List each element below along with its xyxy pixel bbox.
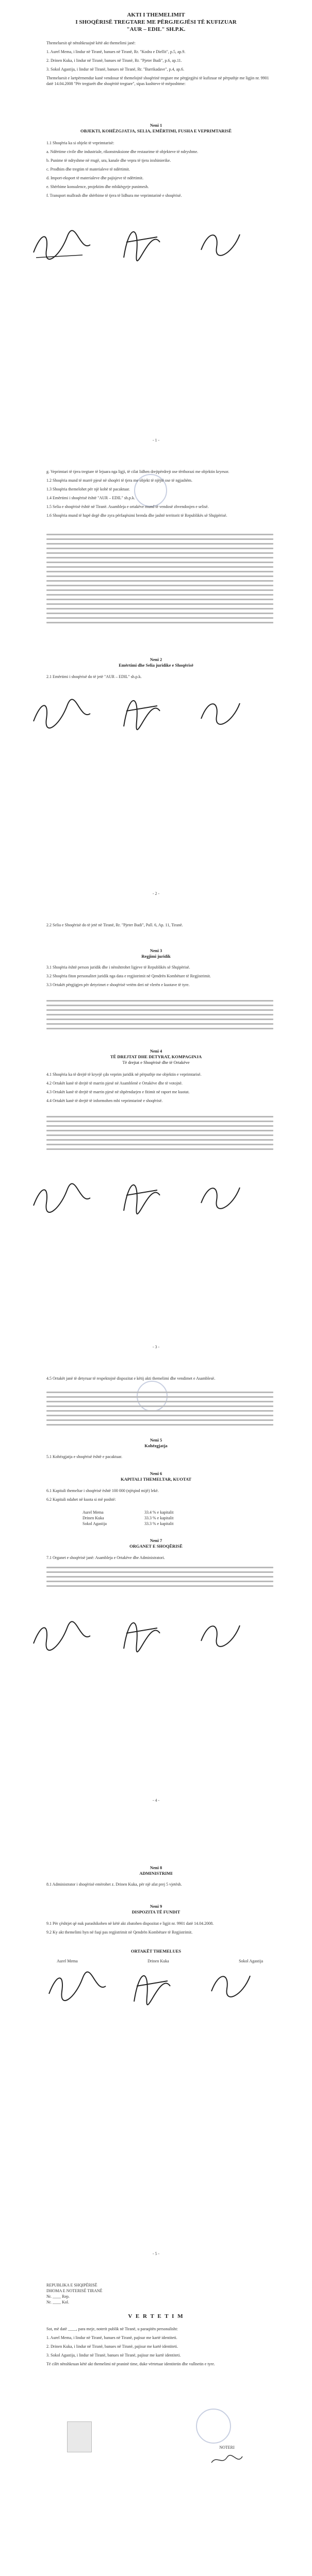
article-4-title: TË DREJTAT DHE DETYRAT, KOMPAGINJA bbox=[110, 1054, 202, 1059]
article-7-heading bbox=[0, 1538, 312, 1549]
page-2-item: 1.2 Shoqëria mund të marrë pjesë në shoqëri të tjera me objekt të njëjtë ose të ngjashëm. bbox=[46, 478, 193, 483]
page-2-item: g. Veprimtari të tjera tregtare të lejuara nga ligji, të cilat lidhen drejtpërdrejt ose tërthorazi me objektin kryesor. bbox=[46, 469, 229, 474]
page-number: - 2 - bbox=[152, 891, 160, 896]
founder-name: Sokol Agastija bbox=[239, 1959, 263, 1963]
article-4-label: Neni 4 bbox=[150, 1048, 162, 1054]
article-1-item: f. Transport mallrash dhe shërbime të tjera të lidhura me veprimtarinë e shoqërisë. bbox=[46, 193, 182, 198]
article-8-text: 8.1 Administrator i shoqërisë emërohet z. Drinen Kuka, për një afat prej 5 vjetësh. bbox=[46, 1882, 182, 1887]
article-8-body bbox=[46, 1882, 273, 1890]
verbal-text: 2. Drinen Kuka, i lindur në Tiranë, banues në Tiranë, pajisur me kartë identiteti. bbox=[46, 2344, 178, 2349]
article-3-label: Neni 3 bbox=[150, 948, 162, 953]
document-page-3 bbox=[0, 907, 312, 1361]
article-1-label: Neni 1 bbox=[150, 123, 162, 128]
article-6-title: KAPITALI THEMELTAR, KUOTAT bbox=[120, 1477, 192, 1482]
signature-1 bbox=[31, 1180, 93, 1216]
article-2-heading bbox=[0, 657, 312, 668]
page-2-text-lines bbox=[46, 531, 273, 626]
founders-heading bbox=[0, 1948, 312, 1954]
article-2-label: Neni 2 bbox=[150, 657, 162, 662]
article-3-title: Regjimi juridik bbox=[141, 954, 171, 959]
signature-2 bbox=[119, 690, 165, 732]
article-1-heading bbox=[0, 123, 312, 134]
notary-signature bbox=[209, 2452, 245, 2468]
founder-name: Aurel Mema bbox=[57, 1959, 78, 1963]
notary-seal bbox=[196, 2409, 231, 2444]
article-4-item: 4.1 Shoqëria ka të drejtë të kryejë çdo veprim juridik në përputhje me objektin e veprimtarisë. bbox=[46, 1072, 202, 1077]
document-page-6 bbox=[0, 2267, 312, 2576]
article-4-body bbox=[46, 1072, 273, 1107]
page-4-text: 4.5 Ortakët janë të detyruar të respektojnë dispozitat e këtij akti themelimi dhe vendimet e Asamblesë. bbox=[46, 1376, 216, 1381]
signature-1 bbox=[31, 696, 93, 732]
header-line: REPUBLIKA E SHQIPËRISË bbox=[46, 2283, 97, 2287]
page-4-text-lines bbox=[46, 1388, 273, 1429]
article-3-item: 3.3 Ortakët përgjigjen për detyrimet e shoqërisë vetëm deri në vlerën e kuotave të tyre. bbox=[46, 982, 190, 987]
article-9-heading bbox=[0, 1904, 312, 1915]
title-line-1: AKTI I THEMELIMIT bbox=[127, 12, 185, 18]
founder-1: 1. Aurel Mema, i lindur në Tiranë, banues në Tiranë, Rr. "Kodra e Diellit", p.5, ap.9. bbox=[46, 49, 186, 54]
document-page-2 bbox=[0, 453, 312, 907]
article-9-item: 9.1 Për çështjet që nuk parashikohen në këtë akt zbatohen dispozitat e ligjit nr. 9901 datë 14.04.2008. bbox=[46, 1921, 214, 1926]
capital-row: Drinen Kuka 33.3 % e kapitalit bbox=[83, 1516, 174, 1520]
intro-section bbox=[46, 40, 273, 90]
signature-2 bbox=[119, 1175, 165, 1216]
article-3-body bbox=[46, 964, 273, 991]
article-7-text: 7.1 Organet e shoqërisë janë: Asambleja e Ortakëve dhe Administratori. bbox=[46, 1555, 165, 1560]
intro-paragraph: Themeluesit e lartpërmendur kanë vendosur të themelojnë shoqërinë tregtare me përgjegjësi të kufizuar në përputhje me ligjin nr. 9901 datë 14.04.2008 "Për tregtarët dhe shoqëritë tregtare", sipas kushteve të mëposhtme: bbox=[46, 76, 269, 86]
founder-name: Drinen Kuka bbox=[147, 1959, 169, 1963]
title-line-3: "AUR – EDIL" SH.P.K. bbox=[126, 26, 186, 32]
article-1-text: 1.1 Shoqëria ka si objekt të veprimtarisë: bbox=[46, 141, 114, 145]
article-5-label: Neni 5 bbox=[150, 1437, 162, 1443]
page-number: - 1 - bbox=[152, 438, 160, 443]
article-8-label: Neni 8 bbox=[150, 1865, 162, 1870]
article-5-body bbox=[46, 1454, 273, 1463]
page-3-text-lines bbox=[46, 997, 273, 1032]
verbal-body bbox=[46, 2326, 273, 2370]
signature-3 bbox=[206, 1968, 253, 1999]
document-title bbox=[0, 11, 312, 33]
article-1-item: b. Punime të ndryshme në rrugë, ura, kanale dhe vepra të tjera inxhinierike. bbox=[46, 158, 171, 163]
page-3-text-lines-2 bbox=[46, 1113, 273, 1153]
fiscal-stamp bbox=[67, 2421, 92, 2452]
page-3-top bbox=[46, 922, 273, 931]
article-8-title: ADMINISTRIMI bbox=[139, 1871, 173, 1876]
article-2-body bbox=[46, 674, 273, 683]
document-page-5 bbox=[0, 1814, 312, 2267]
signature-1 bbox=[31, 1618, 93, 1654]
article-1-item: a. Ndërtime civile dhe industriale, rikonstruksione dhe restaurime të objekteve të ndryshme. bbox=[46, 149, 199, 154]
page-3-text: 2.2 Selia e Shoqërisë do të jetë në Tiranë, Rr. "Pjeter Budi", Pall. 6, Ap. 11, Tiranë. bbox=[46, 923, 183, 927]
page-4-text-lines-2 bbox=[46, 1564, 273, 1590]
article-7-body bbox=[46, 1555, 273, 1564]
notary-label: NOTERI bbox=[219, 2445, 235, 2450]
founder-2: 2. Drinen Kuka, i lindur në Tiranë, banues në Tiranë, Rr. "Pjeter Budi", p.6, ap.11. bbox=[46, 58, 182, 63]
article-1-item: e. Shërbime konsulence, projektim dhe mbikëqyrje punimesh. bbox=[46, 184, 149, 189]
article-1-title: OBJEKTI, KOHËZGJATJA, SELIA, EMËRTIMI, FUSHA E VEPRIMTARISË bbox=[80, 128, 232, 133]
article-6-heading bbox=[0, 1471, 312, 1482]
article-4-subtitle: Të drejtat e Shoqërisë dhe të Ortakëve bbox=[122, 1060, 190, 1065]
verbal-text: 1. Aurel Mema, i lindur në Tiranë, banues në Tiranë, pajisur me kartë identiteti. bbox=[46, 2335, 177, 2340]
page-2-item: 1.5 Selia e shoqërisë është në Tiranë. Asambleja e ortakëve mund të vendosë zhvendosjen e selisë. bbox=[46, 504, 209, 509]
header-line: Nr. ____ Rep. bbox=[46, 2294, 70, 2299]
article-7-title: ORGANET E SHOQËRISË bbox=[129, 1544, 183, 1549]
header-line: Nr. ____ Kol. bbox=[46, 2300, 69, 2304]
article-4-item: 4.3 Ortakët kanë të drejtë të marrin pjesë në shpërndarjen e fitimit në raport me kuotat. bbox=[46, 1090, 190, 1094]
founders-heading-text: ORTAKËT THEMELUES bbox=[130, 1948, 182, 1954]
page-number: - 4 - bbox=[152, 1798, 160, 1803]
page-number: - 3 - bbox=[152, 1345, 160, 1349]
article-9-label: Neni 9 bbox=[150, 1904, 162, 1909]
page-2-item: 1.3 Shoqëria themelohet për një kohë të pacaktuar. bbox=[46, 487, 130, 492]
article-1-item: c. Prodhim dhe tregtim të materialeve të ndërtimit. bbox=[46, 167, 130, 172]
article-6-label: Neni 6 bbox=[150, 1471, 162, 1476]
page-2-item: 1.4 Emërtimi i shoqërisë është "AUR – EDIL" sh.p.k. bbox=[46, 496, 135, 500]
signature-2 bbox=[129, 1965, 175, 2007]
article-9-body bbox=[46, 1921, 273, 1938]
article-5-text: 5.1 Kohëzgjatja e shoqërisë është e pacaktuar. bbox=[46, 1454, 123, 1459]
signature-2 bbox=[119, 1613, 165, 1654]
signature-3 bbox=[196, 1618, 242, 1649]
header-line: DHOMA E NOTERISË TIRANË bbox=[46, 2289, 103, 2293]
article-2-title: Emërtimi dhe Selia juridike e Shoqërisë bbox=[119, 663, 193, 668]
page-4-top bbox=[46, 1376, 273, 1384]
article-2-text: 2.1 Emërtimi i shoqërisë do të jetë "AUR – EDIL" sh.p.k. bbox=[46, 674, 142, 679]
signature-1 bbox=[31, 227, 93, 263]
signature-2 bbox=[119, 222, 165, 263]
document-page-4 bbox=[0, 1360, 312, 1814]
capital-row: Aurel Mema 33.4 % e kapitalit bbox=[83, 1510, 174, 1515]
founders-names bbox=[57, 1959, 263, 1963]
capital-row: Sokol Agastija 33.3 % e kapitalit bbox=[83, 1521, 174, 1526]
page-2-body bbox=[46, 469, 273, 521]
page-number: - 5 - bbox=[152, 2251, 160, 2256]
signature-3 bbox=[196, 1180, 242, 1211]
article-5-heading bbox=[0, 1437, 312, 1449]
notary-signature-block bbox=[201, 2445, 253, 2450]
title-line-2: I SHOQËRISË TREGTARE ME PËRGJEGJËSI TË KUFIZUAR bbox=[75, 19, 237, 25]
verbal-title: V E R T E T I M bbox=[128, 2313, 184, 2319]
article-1-item: d. Import-eksport të materialeve dhe pajisjeve të ndërtimit. bbox=[46, 176, 144, 180]
article-6-text: 6.1 Kapitali themeltar i shoqërisë është 100 000 (njëqind mijë) lekë. bbox=[46, 1488, 159, 1493]
article-7-label: Neni 7 bbox=[150, 1538, 162, 1543]
document-page-1 bbox=[0, 0, 312, 454]
capital-table bbox=[83, 1510, 227, 1527]
article-3-heading bbox=[0, 948, 312, 959]
article-6-subtext: 6.2 Kapitali ndahet në kuota si më poshtë: bbox=[46, 1497, 116, 1502]
article-3-item: 3.1 Shoqëria është person juridik dhe i nënshtrohet ligjeve të Republikës së Shqipërisë. bbox=[46, 965, 190, 970]
verbal-text: Të cilët nënshkruan këtë akt themelimi në praninë time, duke vërtetuar identitetin dhe vullnetin e tyre. bbox=[46, 2362, 215, 2366]
signature-3 bbox=[196, 227, 242, 258]
signature-1 bbox=[46, 1968, 108, 2004]
article-4-heading bbox=[0, 1048, 312, 1065]
article-9-title: DISPOZITA TË FUNDIT bbox=[132, 1909, 180, 1914]
verbal-text: Sot, më datë ____, para meje, noterit publik në Tiranë, u paraqitën personalisht: bbox=[46, 2327, 178, 2331]
article-6-body bbox=[46, 1488, 273, 1505]
page-2-item: 1.6 Shoqëria mund të hapë degë dhe zyra përfaqësimi brenda dhe jashtë territorit të Republikës së Shqipërisë. bbox=[46, 513, 227, 518]
article-3-item: 3.2 Shoqëria fiton personalitet juridik nga data e regjistrimit në Qendrën Kombëtare të Regjistrimit. bbox=[46, 974, 211, 978]
intro-text: Themeluesit që nënshkruajnë këtë akt themelimi janë: bbox=[46, 41, 136, 45]
article-1-body bbox=[46, 140, 273, 201]
signature-3 bbox=[196, 696, 242, 726]
verbal-text: 3. Sokol Agastija, i lindur në Tiranë, banues në Tiranë, pajisur me kartë identiteti. bbox=[46, 2353, 181, 2358]
founder-3: 3. Sokol Agastija, i lindur në Tiranë, banues në Tiranë, Rr. "Barrikadave", p.4, ap.6. bbox=[46, 67, 185, 72]
article-4-item: 4.2 Ortakët kanë të drejtë të marrin pjesë në Asamblenë e Ortakëve dhe të votojnë. bbox=[46, 1081, 183, 1086]
article-4-item: 4.4 Ortakët kanë të drejtë të informohen mbi veprimtarinë e shoqërisë. bbox=[46, 1098, 163, 1103]
article-8-heading bbox=[0, 1865, 312, 1876]
article-9-item: 9.2 Ky akt themelimi hyn në fuqi pas regjistrimit në Qendrën Kombëtare të Regjistrimit. bbox=[46, 1930, 193, 1935]
article-5-title: Kohëzgjatja bbox=[144, 1443, 168, 1448]
notary-header bbox=[46, 2282, 150, 2305]
